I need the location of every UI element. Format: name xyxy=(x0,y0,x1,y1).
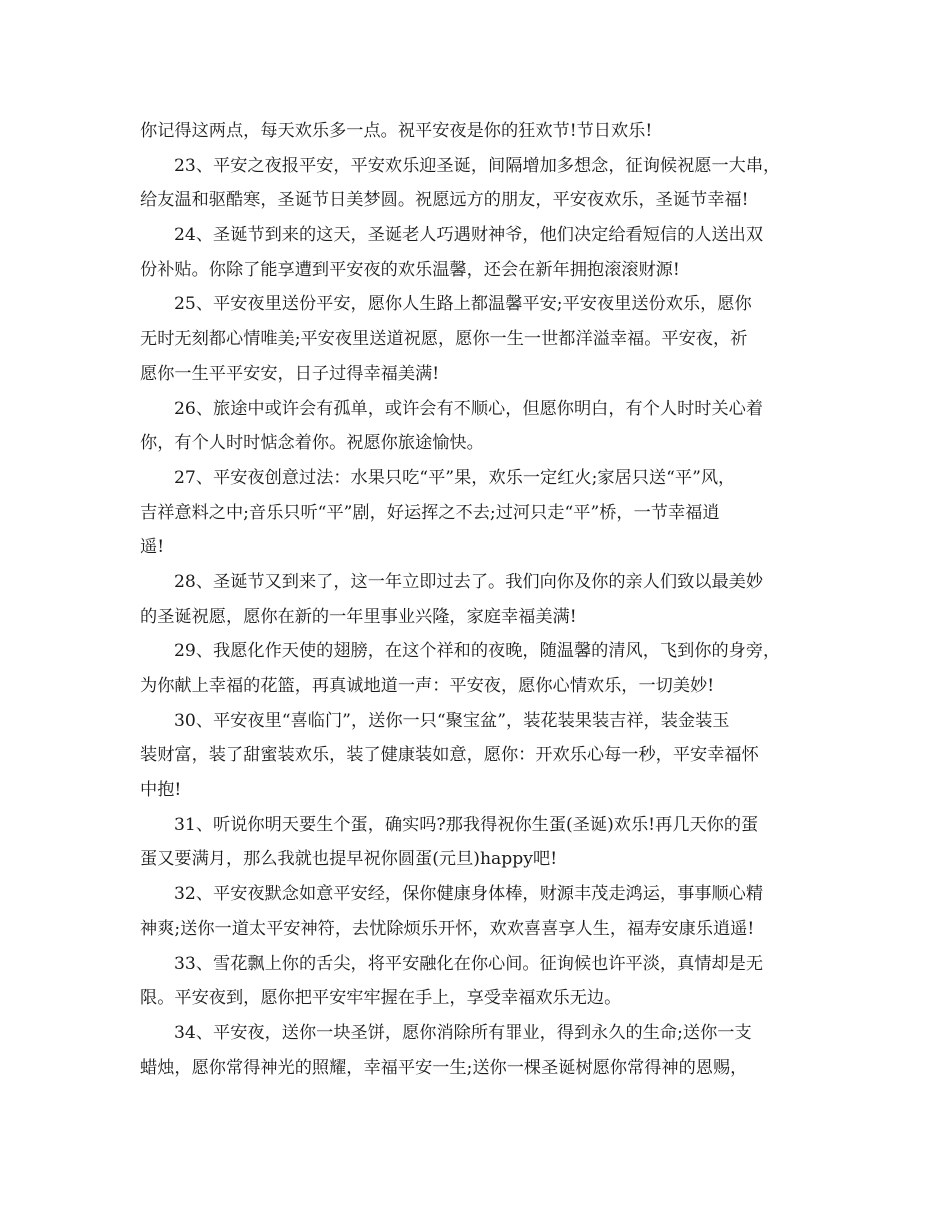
text-line: 神爽;送你一道太平安神符，去忧除烦乐开怀，欢欢喜喜享人生，福寿安康乐逍遥! xyxy=(140,918,755,939)
text-line: 27、平安夜创意过法：水果只吃“平”果，欢乐一定红火;家居只送“平”风， xyxy=(174,467,736,488)
text-line: 蜡烛，愿你常得神光的照耀，幸福平安一生;送你一棵圣诞树愿你常得神的恩赐， xyxy=(140,1057,748,1078)
text-line: 24、圣诞节到来的这天，圣诞老人巧遇财神爷，他们决定给看短信的人送出双 xyxy=(174,225,764,246)
text-line: 装财富，装了甜蜜装欢乐，装了健康装如意，愿你：开欢乐心每一秒，平安幸福怀 xyxy=(140,745,759,766)
text-line: 31、听说你明天要生个蛋，确实吗?那我得祝你生蛋(圣诞)欢乐!再几天你的蛋 xyxy=(174,814,759,835)
text-line: 份补贴。你除了能享遭到平安夜的欢乐温馨，还会在新年拥抱滚滚财源! xyxy=(140,259,680,280)
text-line: 蛋又要满月，那么我就也提早祝你圆蛋(元旦)happy吧! xyxy=(140,849,558,870)
text-line: 为你献上幸福的花篮，再真诚地道一声：平安夜，愿你心情欢乐，一切美妙! xyxy=(140,676,715,696)
document-body xyxy=(140,114,820,1085)
text-line: 25、平安夜里送份平安，愿你人生路上都温馨平安;平安夜里送份欢乐，愿你 xyxy=(174,294,752,315)
text-line: 34、平安夜，送你一块圣饼，愿你消除所有罪业，得到永久的生命;送你一支 xyxy=(174,1022,752,1043)
text-line: 中抱! xyxy=(140,780,182,801)
text-line: 给友温和驱酷寒，圣诞节日美梦圆。祝愿远方的朋友，平安夜欢乐，圣诞节幸福! xyxy=(140,190,749,211)
text-line: 28、圣诞节又到来了，这一年立即过去了。我们向你及你的亲人们致以最美妙 xyxy=(174,571,764,592)
text-line: 限。平安夜到，愿你把平安牢牢握在手上，享受幸福欢乐无边。 xyxy=(140,988,622,1009)
text-line: 33、雪花飘上你的舌尖，将平安融化在你心间。征询候也许平淡，真情却是无 xyxy=(174,953,764,974)
text-line: 遥! xyxy=(140,537,165,558)
text-line: 的圣诞祝愿，愿你在新的一年里事业兴隆，家庭幸福美满! xyxy=(140,606,577,627)
text-line: 愿你一生平平安安，日子过得幸福美满! xyxy=(140,363,440,384)
text-line: 无时无刻都心情唯美;平安夜里送道祝愿，愿你一生一世都洋溢幸福。平安夜，祈 xyxy=(140,329,748,350)
text-line: 你，有个人时时惦念着你。祝愿你旅途愉快。 xyxy=(140,433,484,454)
text-line: 29、我愿化作天使的翅膀，在这个祥和的夜晚，随温馨的清风，飞到你的身旁， xyxy=(174,641,781,662)
text-line: 32、平安夜默念如意平安经，保你健康身体棒，财源丰茂走鸿运，事事顺心精 xyxy=(174,884,764,905)
text-line: 23、平安之夜报平安，平安欢乐迎圣诞，间隔增加多想念，征询候祝愿一大串， xyxy=(174,155,781,176)
text-line: 30、平安夜里“喜临门”，送你一只“聚宝盆”，装花装果装吉祥，装金装玉 xyxy=(174,710,730,731)
text-line: 26、旅途中或许会有孤单，或许会有不顺心，但愿你明白，有个人时时关心着 xyxy=(174,398,764,419)
text-line: 吉祥意料之中;音乐只听“平”剧，好运挥之不去;过河只走“平”桥，一节幸福逍 xyxy=(140,502,720,523)
text-line: 你记得这两点，每天欢乐多一点。祝平安夜是你的狂欢节!节日欢乐! xyxy=(140,121,653,141)
